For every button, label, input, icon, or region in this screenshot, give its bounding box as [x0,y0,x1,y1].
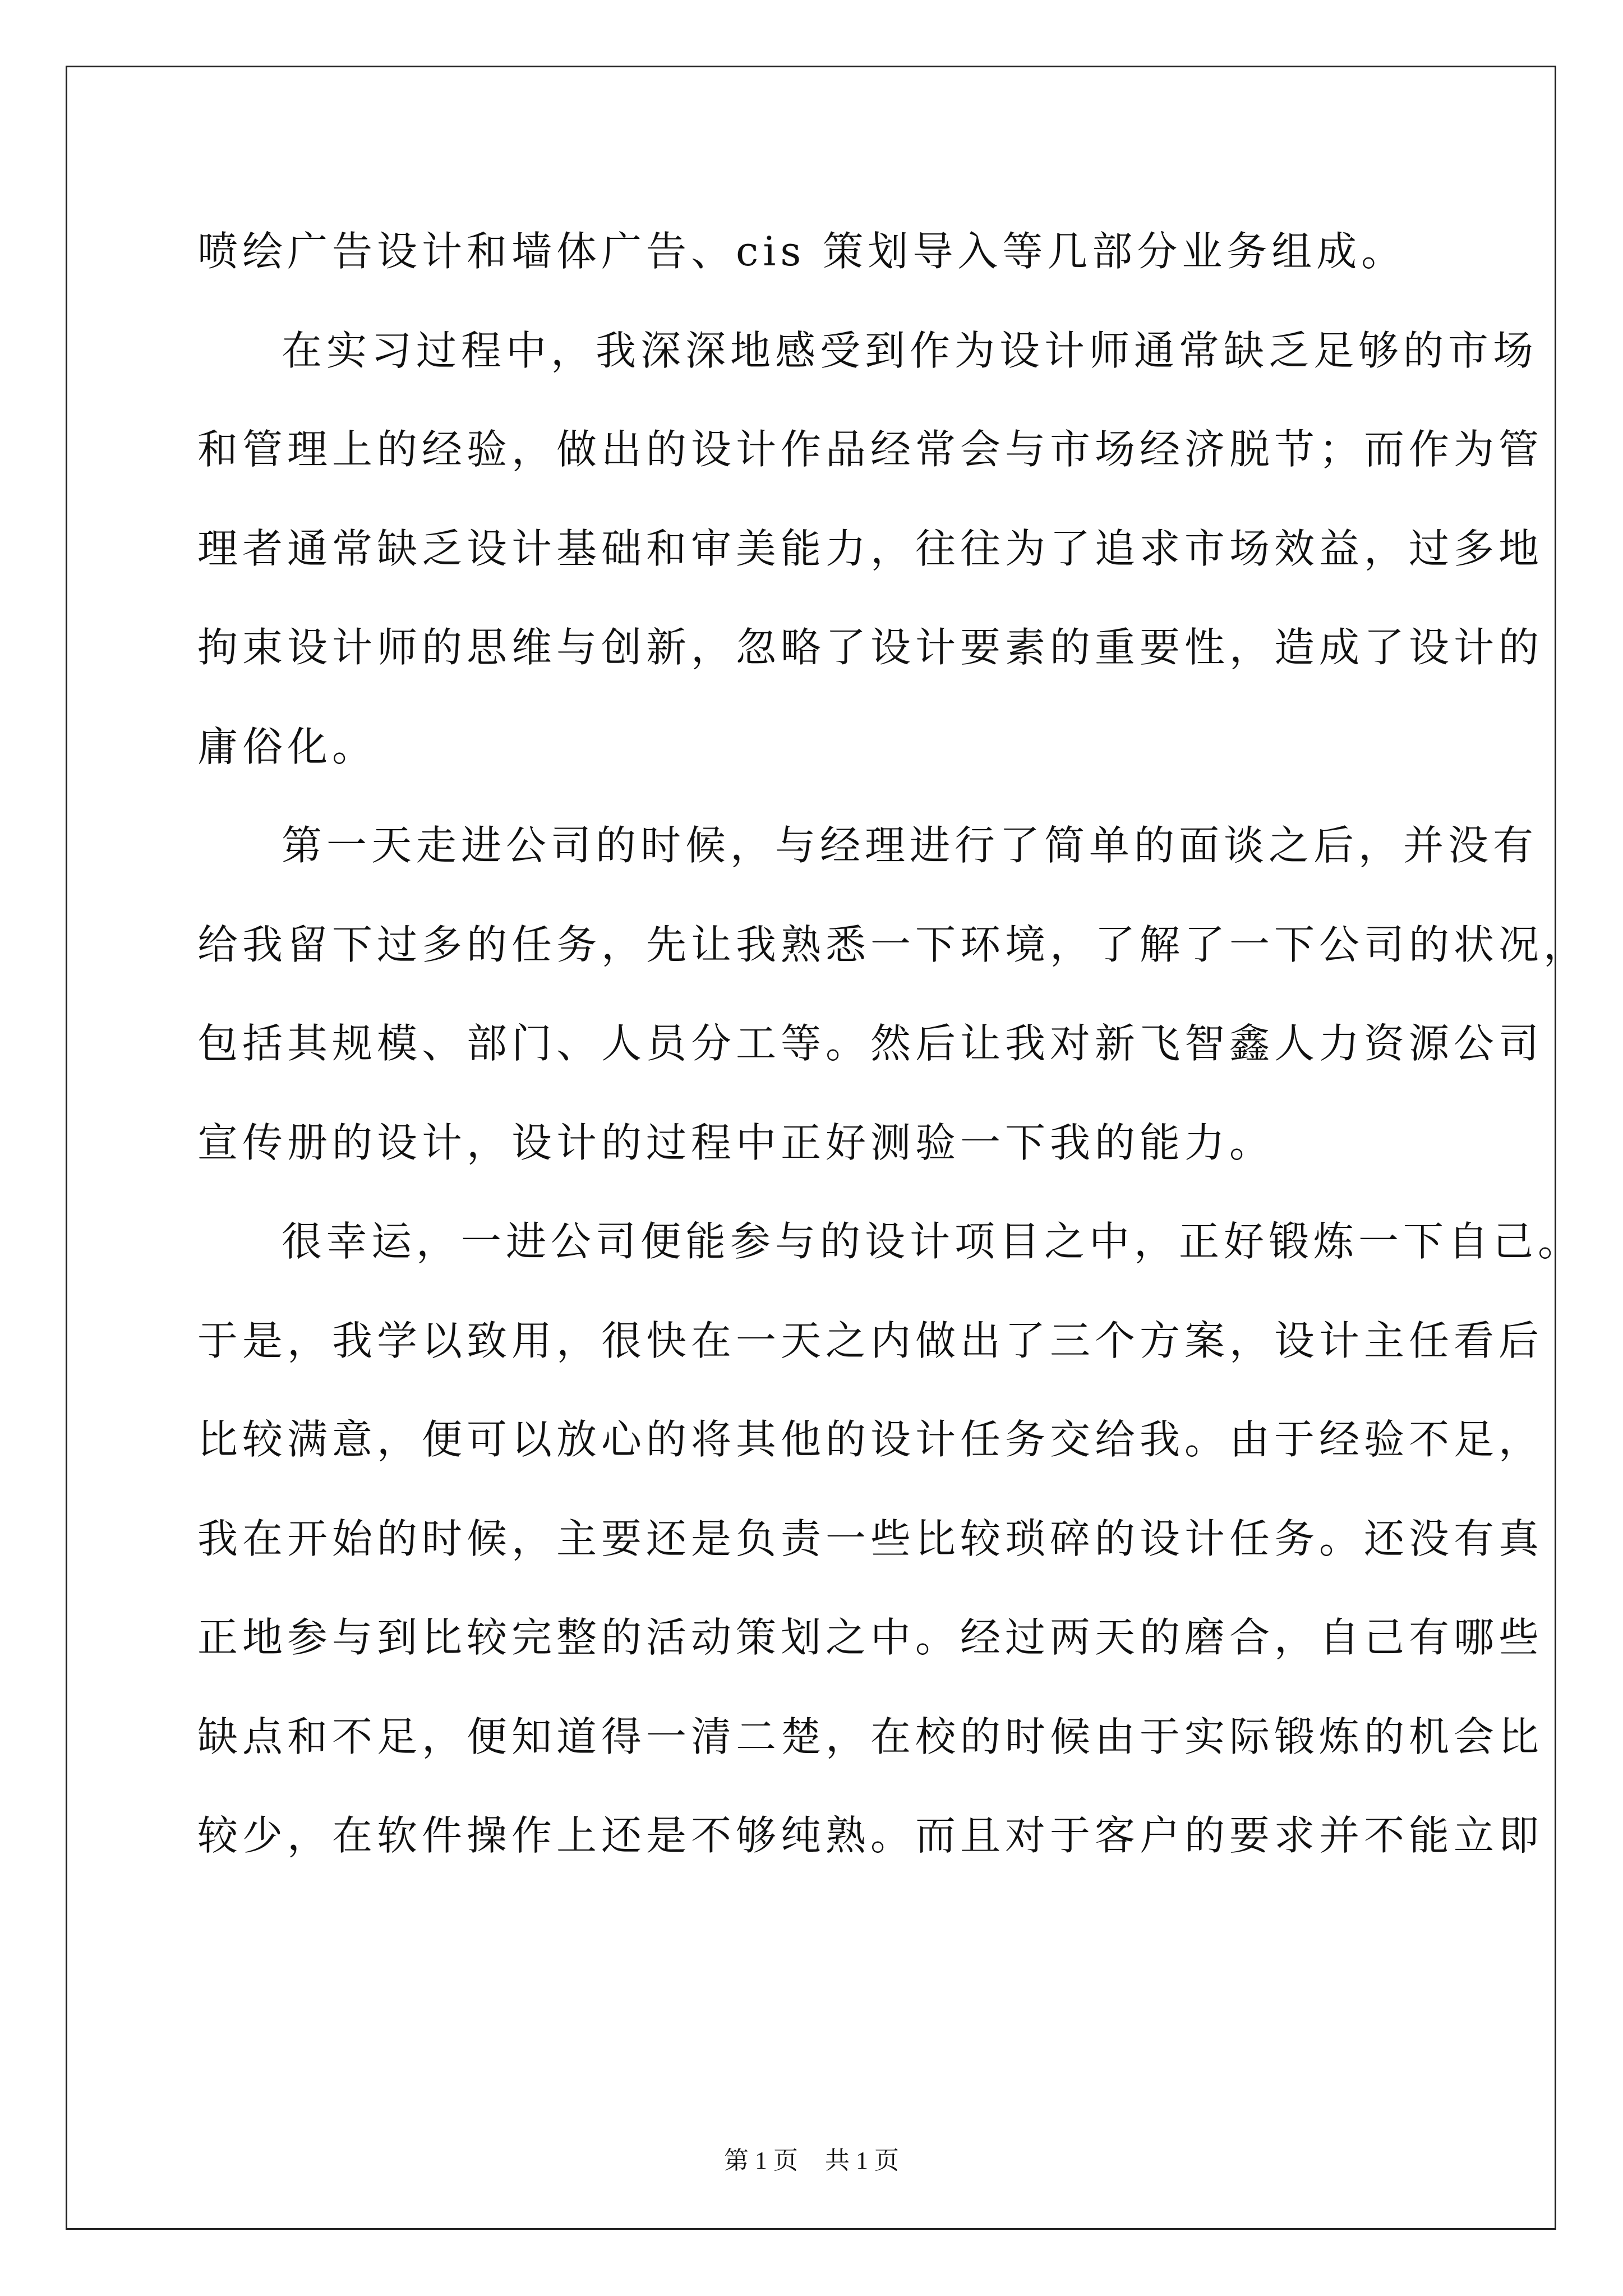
text-line: 喷绘广告设计和墙体广告、cis 策划导入等几部分业务组成。 [197,228,1407,275]
text-line: 较少，在软件操作上还是不够纯熟。而且对于客户的要求并不能立即 [197,1812,1544,1859]
text-line: 给我留下过多的任务，先让我熟悉一下环境，了解了一下公司的状况， [197,921,1589,968]
text-line: 在实习过程中，我深深地感受到作为设计师通常缺乏足够的市场 [282,326,1538,374]
text-line: 理者通常缺乏设计基础和审美能力，往往为了追求市场效益，过多地 [197,524,1544,572]
document-body [197,202,1589,1885]
text-line: 于是，我学以致用，很快在一天之内做出了三个方案，设计主任看后 [197,1317,1544,1364]
text-line: 宣传册的设计，设计的过程中正好测验一下我的能力。 [197,1119,1275,1166]
text-line: 第一天走进公司的时候，与经理进行了简单的面谈之后，并没有 [282,822,1538,869]
text-line: 缺点和不足，便知道得一清二楚，在校的时候由于实际锻炼的机会比 [197,1713,1544,1760]
text-line: 庸俗化。 [197,723,377,770]
text-line: 比较满意，便可以放心的将其他的设计任务交给我。由于经验不足， [197,1416,1544,1463]
page-total: 共 1 页 [825,2147,899,2174]
page-number: 第 1 页 [724,2147,798,2174]
text-line: 很幸运，一进公司便能参与的设计项目之中，正好锻炼一下自己。 [282,1218,1583,1265]
text-line: 正地参与到比较完整的活动策划之中。经过两天的磨合，自己有哪些 [197,1614,1544,1661]
page-footer [0,2140,1623,2176]
text-line: 拘束设计师的思维与创新，忽略了设计要素的重要性，造成了设计的 [197,624,1544,671]
text-line: 我在开始的时候，主要还是负责一些比较琐碎的设计任务。还没有真 [197,1515,1544,1562]
text-line: 和管理上的经验，做出的设计作品经常会与市场经济脱节；而作为管 [197,426,1544,473]
text-line: 包括其规模、部门、人员分工等。然后让我对新飞智鑫人力资源公司 [197,1020,1544,1067]
